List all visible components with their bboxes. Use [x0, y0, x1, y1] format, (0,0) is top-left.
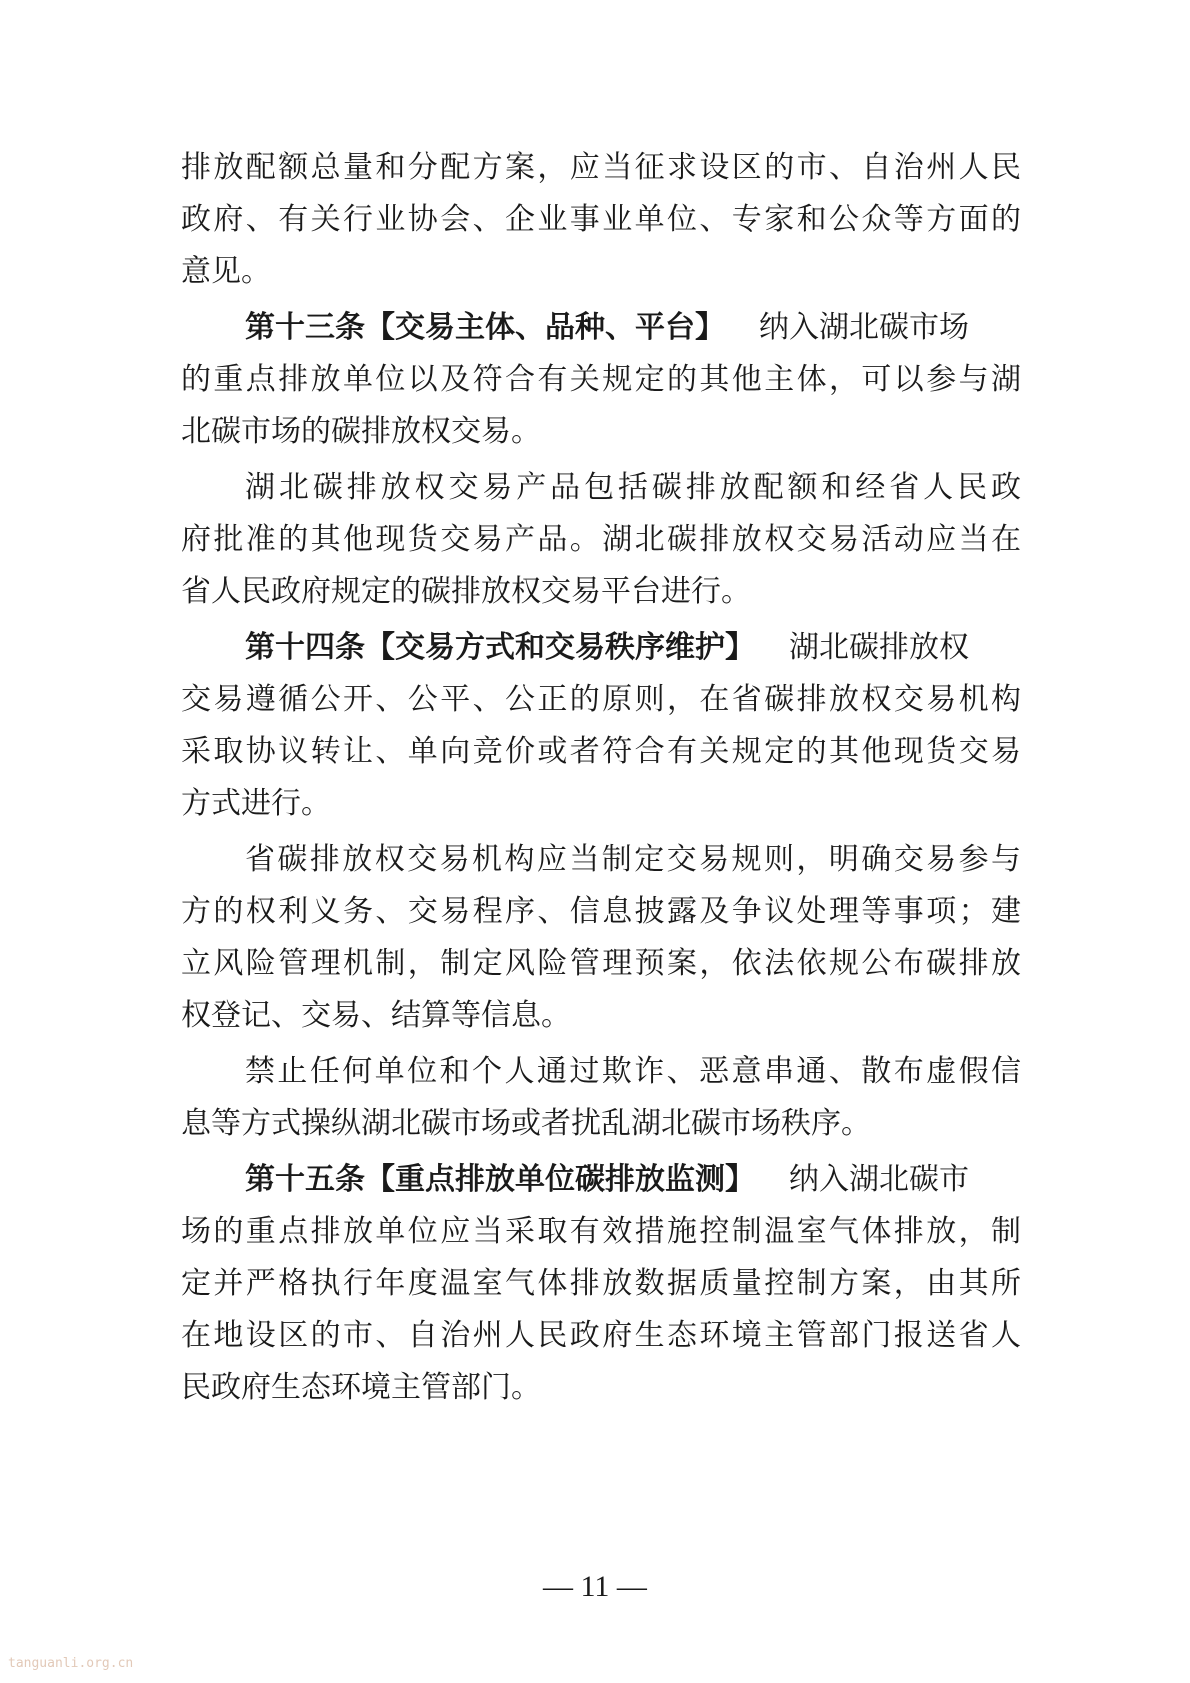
page-number: — 11 — — [543, 1570, 647, 1603]
text-line: 方式进行。 — [181, 786, 331, 821]
text-line: 定并严格执行年度温室气体排放数据质量控制方案，由其所 — [181, 1266, 1021, 1301]
text-line: 在地设区的市、自治州人民政府生态环境主管部门报送省人 — [181, 1318, 1021, 1353]
text-line: 省碳排放权交易机构应当制定交易规则，明确交易参与 — [245, 842, 1021, 877]
article-14-text: 湖北碳排放权 — [789, 630, 969, 665]
text-line: 民政府生态环境主管部门。 — [181, 1370, 541, 1405]
watermark: tanguanli.org.cn — [8, 1656, 134, 1671]
article-13-first-line — [245, 300, 1021, 356]
text-line: 采取协议转让、单向竞价或者符合有关规定的其他现货交易 — [181, 734, 1021, 769]
article-14-heading: 第十四条【交易方式和交易秩序维护】 — [245, 630, 755, 665]
text-line: 意见。 — [181, 254, 271, 289]
article-13-heading: 第十三条【交易主体、品种、平台】 — [245, 310, 725, 345]
text-line: 省人民政府规定的碳排放权交易平台进行。 — [181, 574, 751, 609]
article-15-first-line — [245, 1152, 1021, 1208]
article-15-text: 纳入湖北碳市 — [789, 1162, 969, 1197]
text-line: 排放配额总量和分配方案，应当征求设区的市、自治州人民 — [181, 150, 1021, 185]
text-line: 息等方式操纵湖北碳市场或者扰乱湖北碳市场秩序。 — [181, 1106, 871, 1141]
article-14-first-line — [245, 620, 1021, 676]
article-15-heading: 第十五条【重点排放单位碳排放监测】 — [245, 1162, 755, 1197]
article-13-text: 纳入湖北碳市场 — [759, 310, 969, 345]
text-line: 交易遵循公开、公平、公正的原则，在省碳排放权交易机构 — [181, 682, 1021, 717]
text-line: 政府、有关行业协会、企业事业单位、专家和公众等方面的 — [181, 202, 1021, 237]
text-line: 府批准的其他现货交易产品。湖北碳排放权交易活动应当在 — [181, 522, 1021, 557]
text-line: 方的权利义务、交易程序、信息披露及争议处理等事项；建 — [181, 894, 1021, 929]
text-line: 的重点排放单位以及符合有关规定的其他主体，可以参与湖 — [181, 362, 1021, 397]
text-line: 禁止任何单位和个人通过欺诈、恶意串通、散布虚假信 — [245, 1054, 1021, 1089]
text-line: 湖北碳排放权交易产品包括碳排放配额和经省人民政 — [245, 470, 1021, 505]
text-line: 立风险管理机制，制定风险管理预案，依法依规公布碳排放 — [181, 946, 1021, 981]
text-line: 权登记、交易、结算等信息。 — [181, 998, 571, 1033]
text-line: 场的重点排放单位应当采取有效措施控制温室气体排放，制 — [181, 1214, 1021, 1249]
text-line: 北碳市场的碳排放权交易。 — [181, 414, 541, 449]
